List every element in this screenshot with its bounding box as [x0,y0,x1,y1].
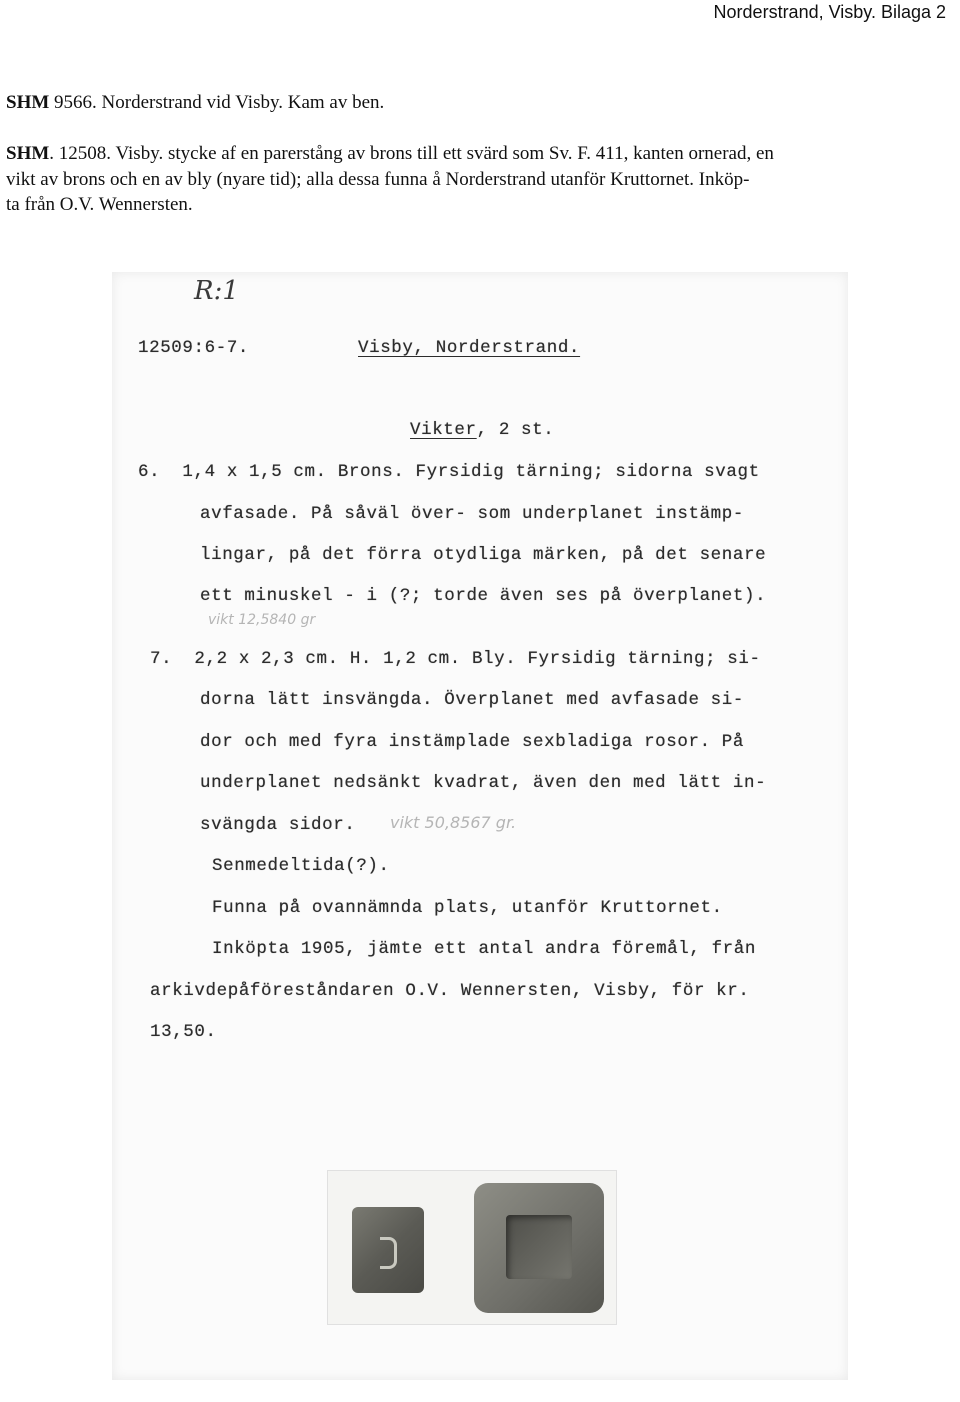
heading-rest: , 2 st. [476,420,555,440]
card-line: ett minuskel - i (?; torde även ses på överplanet). [200,586,767,606]
card-line: arkivdepåföreståndaren O.V. Wennersten, Visby, för kr. [150,981,750,1001]
card-line: Inköpta 1905, jämte ett antal andra föremål, från [212,939,756,959]
card-line: 6. 1,4 x 1,5 cm. Brons. Fyrsidig tärning; sidorna svagt [138,462,760,482]
card-line: dorna lätt insvängda. Överplanet med avfasade si- [200,690,744,710]
find-place: Visby, Norderstrand. [358,338,581,358]
pencil-note: vikt 12,5840 gr [208,612,316,628]
shm-label: SHM [6,143,50,164]
card-line: Senmedeltida(?). [212,856,390,876]
card-line: 7. 2,2 x 2,3 cm. H. 1,2 cm. Bly. Fyrsidig tärning; si- [150,649,761,669]
card-line: underplanet nedsänkt kvadrat, även den med lätt in- [200,773,767,793]
lead-weight-image [474,1183,604,1313]
card-line: Funna på ovannämnda plats, utanför Kruttornet. [212,898,723,918]
card-line: svängda sidor. [200,815,356,835]
stamp-mark [380,1237,397,1269]
line-text: . 12508. Visby. stycke af en parerstång av brons till ett svärd som Sv. F. 411, kanten ornerad, en [49,143,774,164]
card-line: dor och med fyra instämplade sexbladiga rosor. På [200,732,744,752]
paragraph-shm-9566 [6,91,384,115]
paragraph-line-1 [6,141,956,167]
paragraph-shm-12508 [6,141,956,218]
paragraph-line-2: vikt av brons och en av bly (nyare tid); alla dessa funna å Norderstrand utanför Kruttornet. Inköp- [6,168,750,190]
bronze-weight-image [352,1207,424,1293]
square-recess [506,1215,572,1279]
paragraph-line-3: ta från O.V. Wennersten. [6,194,193,215]
artifact-photo [327,1170,617,1325]
paragraph-text: 9566. Norderstrand vid Visby. Kam av ben. [49,92,385,113]
card-line: lingar, på det förra otydliga märken, på det senare [200,545,767,565]
card-heading [410,420,554,440]
pencil-note: vikt 50,8567 gr. [390,813,517,832]
catalog-number: 12509:6-7. [138,338,250,358]
shm-label: SHM [6,92,50,113]
heading-underlined: Vikter [410,420,477,440]
page-header: Norderstrand, Visby. Bilaga 2 [713,2,946,22]
card-line: avfasade. På såväl över- som underplanet instämp- [200,504,744,524]
handwritten-id: R:1 [194,276,239,306]
card-line: 13,50. [150,1022,217,1042]
